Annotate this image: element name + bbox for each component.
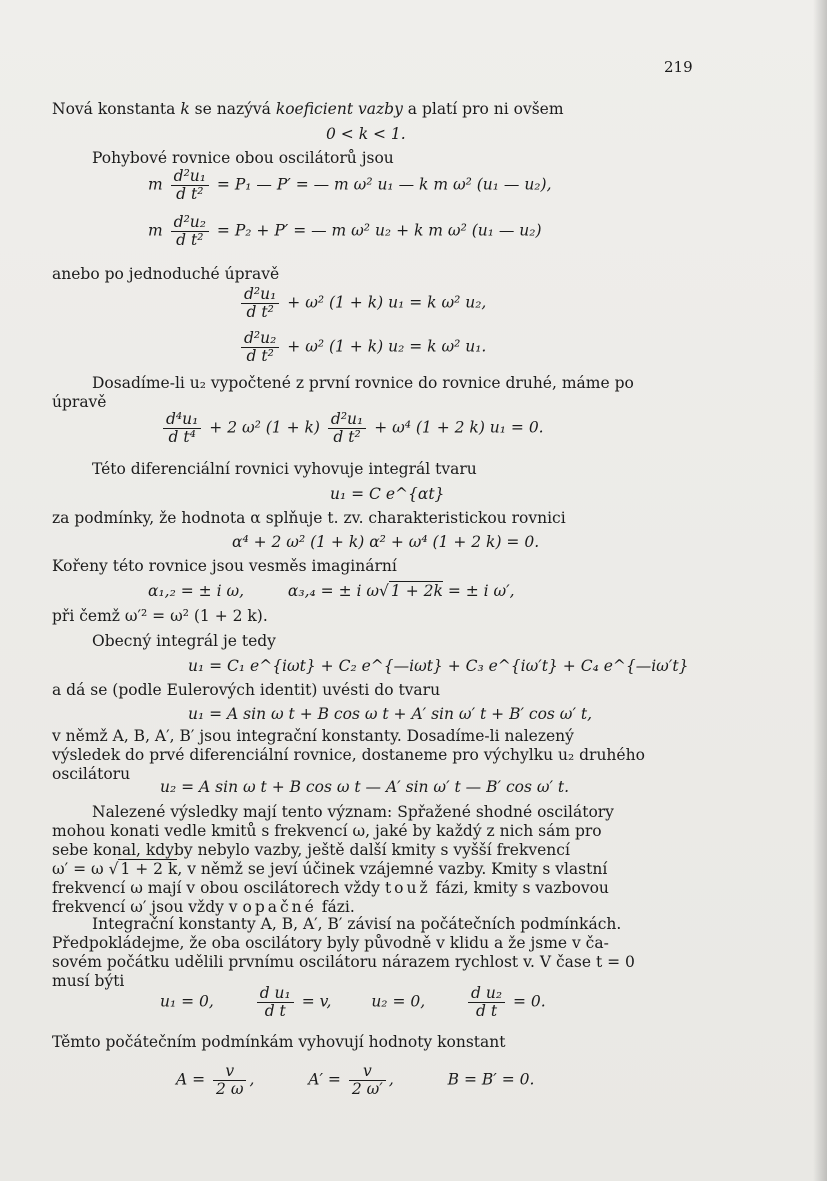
fraction: $\frac{\text{d u₁}}{\text{d t}}$ (257, 985, 294, 1020)
paragraph-line: Nalezené výsledky mají tento význam: Spřažené shodné oscilátory (92, 803, 614, 821)
fraction: $\frac{\text{d²u₁}}{\text{d t²}}$ (171, 168, 209, 203)
equation-6: u₁ = C e^{αt} (330, 485, 445, 503)
equation-2: m $\frac{\text{d²u₂}}{\text{d t²}}$ = P₂ + P′ = — m ω² u₂ + k m ω² (u₁ — u₂) (148, 213, 542, 249)
paragraph-line: Integrační konstanty A, B, A′, B′ závisí na počátečních podmínkách. (92, 915, 622, 933)
paragraph-line: oscilátoru (52, 765, 131, 783)
equation-3: $\frac{\text{d²u₁}}{\text{d t²}}$ + ω² (1 + k) u₁ = k ω² u₂, (238, 286, 486, 321)
paragraph-line: mohou konati vedle kmitů s frekvencí ω, jaké by každý z nich sám pro (52, 822, 602, 840)
paragraph-line: sovém počátku udělili prvnímu oscilátoru nárazem rychlost v. V čase t = 0 (52, 953, 635, 971)
equation-13: A = $\frac{v}{2 \omega}$ , A′ = $\frac{v}{2 \omega'}$ , B = B′ = 0. (176, 1062, 535, 1098)
equation-8: α₁,₂ = ± i ω, α₃,₄ = ± i ω√ 1 + 2k = ± i ω′, (148, 582, 515, 600)
page-number: 219 (664, 58, 693, 76)
paragraph-line: frekvencí ω mají v obou oscilátorech vždy touž fázi, kmity s vazbovou (52, 879, 609, 897)
fraction: $\frac{\text{d²u₂}}{\text{d t²}}$ (171, 214, 209, 249)
text-line-pricemz: při čemž ω′² = ω² (1 + 2 k). (52, 607, 268, 625)
page-edge-shadow (813, 0, 827, 1181)
inequality: 0 < k < 1. (326, 125, 406, 143)
fraction: $\frac{\text{d⁴u₁}}{\text{d t⁴}}$ (163, 411, 201, 446)
paragraph-line: Předpokládejme, že oba oscilátory byly původně v klidu a že jsme v ča- (52, 934, 609, 952)
text-line-anebo: anebo po jednoduché úpravě (52, 265, 280, 283)
paragraph-line: výsledek do prvé diferenciální rovnice, dostaneme pro výchylku u₂ druhého (52, 746, 645, 764)
fraction: $\frac{\text{d²u₁}}{\text{d t²}}$ (241, 286, 279, 321)
text-line-obecny: Obecný integrál je tedy (92, 632, 276, 650)
text-line-koreny: Kořeny této rovnice jsou vesměs imaginární (52, 557, 397, 575)
fraction: $\frac{v}{2 \omega'}$ (349, 1063, 386, 1098)
equation-1: m $\frac{\text{d²u₁}}{\text{d t²}}$ = P₁ — P′ = — m ω² u₁ — k m ω² (u₁ — u₂), (148, 167, 552, 203)
text-line-pohybove: Pohybové rovnice obou oscilátorů jsou (92, 149, 394, 167)
text-line-za: za podmínky, že hodnota α splňuje t. zv. charakteristickou rovnici (52, 509, 566, 527)
equation-4: $\frac{\text{d²u₂}}{\text{d t²}}$ + ω² (1 + k) u₂ = k ω² u₁. (238, 330, 486, 365)
paragraph-line: sebe konal, kdyby nebylo vazby, ještě další kmity s vyšší frekvencí (52, 841, 570, 859)
fraction: $\frac{\text{d²u₂}}{\text{d t²}}$ (241, 330, 279, 365)
text-line-teto: Této diferenciální rovnici vyhovuje integrál tvaru (92, 460, 477, 478)
equation-10: u₁ = A sin ω t + B cos ω t + A′ sin ω′ t + B′ cos ω′ t, (188, 705, 593, 723)
equation-11: u₂ = A sin ω t + B cos ω t — A′ sin ω′ t — B′ cos ω′ t. (160, 778, 570, 796)
paragraph-line: ω′ = ω √ 1 + 2 k, v němž se jeví účinek vzájemné vazby. Kmity s vlastní (52, 860, 608, 878)
text-line-temto: Těmto počátečním podmínkám vyhovují hodnoty konstant (52, 1033, 506, 1051)
fraction: $\frac{v}{2 \omega}$ (213, 1063, 246, 1098)
paragraph-line: v němž A, B, A′, B′ jsou integrační konstanty. Dosadíme-li nalezený (52, 727, 574, 745)
equation-12: u₁ = 0, $\frac{\text{d u₁}}{\text{d t}}$ = v, u₂ = 0, $\frac{\text{d u₂}}{\text{d t}}$ = 0. (160, 984, 546, 1020)
equation-9: u₁ = C₁ e^{iωt} + C₂ e^{—iωt} + C₃ e^{iω′t} + C₄ e^{—iω′t} (188, 657, 689, 675)
text-line-konstanta: Nová konstanta k se nazývá koeficient vazby a platí pro ni ovšem (52, 100, 564, 118)
fraction: $\frac{\text{d²u₁}}{\text{d t²}}$ (328, 411, 366, 446)
paragraph-line: frekvencí ω′ jsou vždy v opačné fázi. (52, 898, 355, 916)
equation-7: α⁴ + 2 ω² (1 + k) α² + ω⁴ (1 + 2 k) = 0. (232, 533, 540, 551)
fraction: $\frac{\text{d u₂}}{\text{d t}}$ (468, 985, 505, 1020)
text-line-dosadime: Dosadíme-li u₂ vypočtené z první rovnice do rovnice druhé, máme po (92, 374, 634, 392)
paragraph-line: musí býti (52, 972, 125, 990)
equation-5: $\frac{\text{d⁴u₁}}{\text{d t⁴}}$ + 2 ω² (1 + k) $\frac{\text{d²u₁}}{\text{d t²}}$ + ω⁴ (1 + 2 k) u₁ = 0. (160, 411, 544, 446)
text-line-uprave: úpravě (52, 393, 107, 411)
text-line-ada: a dá se (podle Eulerových identit) uvésti do tvaru (52, 681, 441, 699)
